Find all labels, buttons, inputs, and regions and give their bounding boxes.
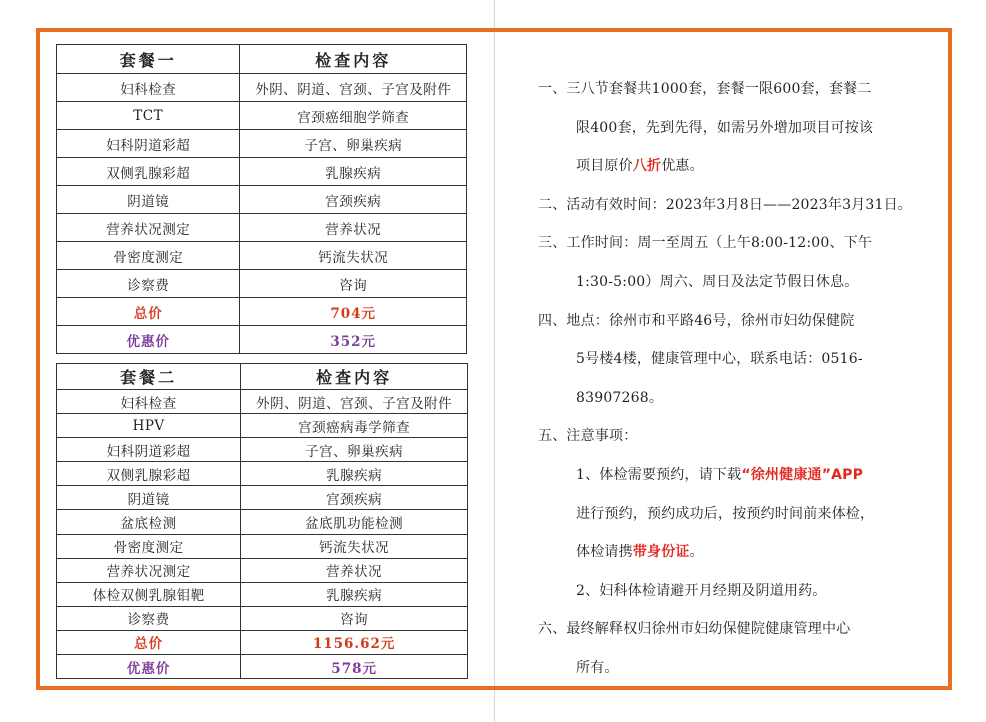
total-label: 总价 <box>57 298 240 326</box>
table-row <box>57 130 467 158</box>
table-row <box>57 242 467 270</box>
total-label: 总价 <box>57 630 241 654</box>
item-name: 阴道镜 <box>57 486 241 510</box>
item-content: 子宫、卵巢疾病 <box>240 130 467 158</box>
rule-5-1-line: 进行预约，预约成功后，按预约时间前来体检， <box>576 505 875 522</box>
rule-6-line: 所有。 <box>576 659 619 676</box>
promo-value: 578元 <box>241 655 468 679</box>
item-content: 钙流失状况 <box>241 534 468 558</box>
item-content: 钙流失状况 <box>240 242 467 270</box>
item-content: 营养状况 <box>240 214 467 242</box>
item-name: TCT <box>57 102 240 130</box>
item-name: 盆底检测 <box>57 510 241 534</box>
item-content: 宫颈疾病 <box>240 186 467 214</box>
rule-5-2-line: 2、妇科体检请避开月经期及阴道用药。 <box>576 582 827 599</box>
rule-5-1-line <box>538 533 938 572</box>
total-value: 1156.62元 <box>241 630 468 654</box>
item-content: 宫颈癌病毒学筛查 <box>241 414 468 438</box>
item-name: 诊察费 <box>57 270 240 298</box>
item-content: 乳腺疾病 <box>241 462 468 486</box>
item-name: 营养状况测定 <box>57 558 241 582</box>
rule-1-line: 限400套，先到先得，如需另外增加项目可按该 <box>576 119 874 136</box>
item-name: 双侧乳腺彩超 <box>57 158 240 186</box>
rule-5-1-line <box>538 456 938 495</box>
item-name: 阴道镜 <box>57 186 240 214</box>
item-name: 妇科阴道彩超 <box>57 130 240 158</box>
rule-text: 1、体检需要预约，请下载 <box>576 466 742 483</box>
total-row <box>57 298 467 326</box>
rule-text: 体检请携 <box>576 544 633 561</box>
table-row <box>57 186 467 214</box>
content-header: 检查内容 <box>241 364 468 390</box>
table-row <box>57 390 468 414</box>
package-two-table <box>56 363 468 679</box>
table-row <box>57 486 468 510</box>
item-name: 骨密度测定 <box>57 534 241 558</box>
promo-label: 优惠价 <box>57 655 241 679</box>
rule-2-line: 二、活动有效时间：2023年3月8日——2023年3月31日。 <box>538 196 912 213</box>
table-row <box>57 102 467 130</box>
item-name: 体检双侧乳腺钼靶 <box>57 582 241 606</box>
table-row <box>57 510 468 534</box>
package-name-header: 套餐二 <box>57 364 241 390</box>
rule-3-line: 1:30-5:00）周六、周日及法定节假日休息。 <box>576 273 859 290</box>
item-name: 妇科检查 <box>57 74 240 102</box>
rule-1-line: 一、三八节套餐共1000套，套餐一限600套，套餐二 <box>538 81 872 97</box>
rule-text: 。 <box>689 544 704 561</box>
table-row <box>57 558 468 582</box>
item-name: 妇科阴道彩超 <box>57 438 241 462</box>
promo-value: 352元 <box>240 326 467 354</box>
table-row <box>57 270 467 298</box>
item-name: 双侧乳腺彩超 <box>57 462 241 486</box>
package-name-header: 套餐一 <box>57 45 240 74</box>
rule-text: 项目原价 <box>576 158 633 175</box>
table-row <box>57 74 467 102</box>
item-content: 营养状况 <box>241 558 468 582</box>
app-name-highlight: “徐州健康通”APP <box>741 466 864 483</box>
item-content: 外阴、阴道、宫颈、子宫及附件 <box>241 390 468 414</box>
item-content: 外阴、阴道、宫颈、子宫及附件 <box>240 74 467 102</box>
table-row <box>57 534 468 558</box>
item-content: 宫颈疾病 <box>241 486 468 510</box>
rule-3-line: 三、工作时间：周一至周五（上午8:00-12:00、下午 <box>538 235 873 252</box>
promo-row <box>57 655 468 679</box>
item-content: 宫颈癌细胞学筛查 <box>240 102 467 130</box>
table-row <box>57 158 467 186</box>
item-content: 乳腺疾病 <box>241 582 468 606</box>
rule-1-line <box>538 147 938 186</box>
item-content: 盆底肌功能检测 <box>241 510 468 534</box>
rule-text: 优惠。 <box>661 158 704 175</box>
discount-highlight: 八折 <box>632 158 662 175</box>
rule-5-title: 五、注意事项： <box>538 428 638 445</box>
table-row <box>57 606 468 630</box>
item-content: 咨询 <box>241 606 468 630</box>
table-row <box>57 214 467 242</box>
promo-label: 优惠价 <box>57 326 240 354</box>
item-content: 乳腺疾病 <box>240 158 467 186</box>
item-name: 诊察费 <box>57 606 241 630</box>
package-one-table <box>56 44 467 354</box>
item-name: HPV <box>57 414 241 438</box>
item-name: 妇科检查 <box>57 390 241 414</box>
table-header-row <box>57 364 468 390</box>
item-content: 咨询 <box>240 270 467 298</box>
rule-6-line: 六、最终解释权归徐州市妇幼保健院健康管理中心 <box>538 621 851 638</box>
item-name: 营养状况测定 <box>57 214 240 242</box>
rule-4-line: 四、地点：徐州市和平路46号，徐州市妇幼保健院 <box>538 312 855 329</box>
total-row <box>57 630 468 654</box>
table-row <box>57 582 468 606</box>
total-value: 704元 <box>240 298 467 326</box>
table-row <box>57 438 468 462</box>
table-header-row <box>57 45 467 74</box>
activity-rules <box>538 70 938 688</box>
rule-4-line: 5号楼4楼，健康管理中心，联系电话：0516-83907268。 <box>576 351 863 406</box>
content-header: 检查内容 <box>240 45 467 74</box>
item-content: 子宫、卵巢疾病 <box>241 438 468 462</box>
item-name: 骨密度测定 <box>57 242 240 270</box>
promo-row <box>57 326 467 354</box>
id-card-highlight: 带身份证 <box>632 544 690 561</box>
table-row <box>57 462 468 486</box>
table-row <box>57 414 468 438</box>
